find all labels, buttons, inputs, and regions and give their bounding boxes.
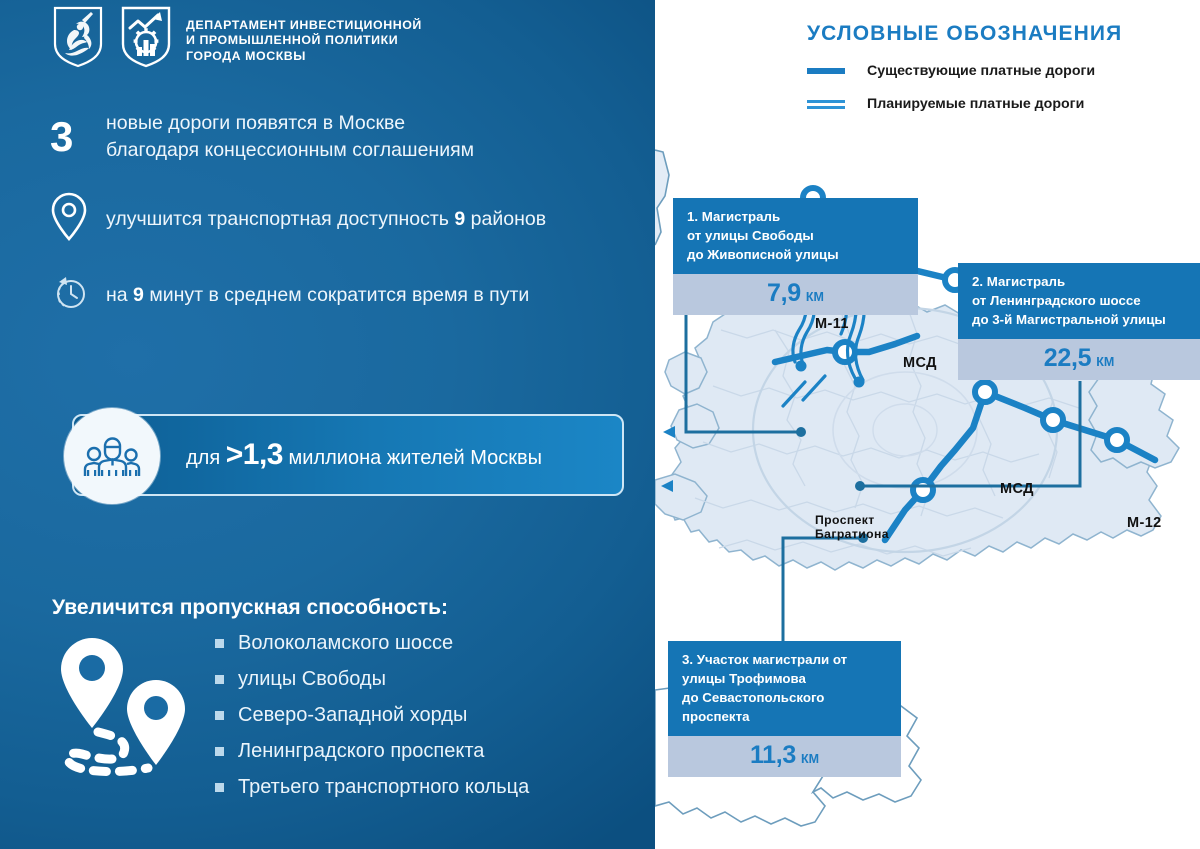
label-m12: М-12 bbox=[1127, 515, 1162, 531]
capacity-item-1: улицы Свободы bbox=[238, 668, 386, 690]
capacity-title: Увеличится пропускная способность: bbox=[52, 596, 449, 619]
stat-time-text bbox=[106, 282, 529, 309]
moscow-coat-of-arms-icon bbox=[52, 6, 104, 68]
capacity-item-2: Северо-Западной хорды bbox=[238, 704, 468, 726]
dept-title-line-3: ГОРОДА МОСКВЫ bbox=[186, 48, 306, 63]
list-item bbox=[215, 704, 529, 727]
capacity-list bbox=[215, 632, 529, 812]
label-m11: М-11 bbox=[815, 316, 849, 332]
route-pins-icon bbox=[52, 632, 212, 792]
stat-districts-prefix: улучшится транспортная доступность bbox=[106, 208, 455, 230]
callout-3-line-4: проспекта bbox=[682, 709, 750, 724]
list-item bbox=[215, 776, 529, 799]
label-msd-east: МСД bbox=[1000, 481, 1034, 497]
bullet-icon bbox=[215, 675, 224, 684]
residents-prefix: для bbox=[186, 447, 221, 469]
stat-new-roads bbox=[50, 110, 620, 164]
callout-1-value: 7,9 bbox=[767, 279, 801, 307]
dept-title-line-2: И ПРОМЫШЛЕННОЙ ПОЛИТИКИ bbox=[186, 33, 399, 48]
department-emblem-icon bbox=[120, 6, 172, 68]
callout-2-line-1: 2. Магистраль bbox=[972, 274, 1066, 289]
stat-districts-value: 9 bbox=[454, 208, 466, 230]
label-prospekt-bagrationa bbox=[815, 513, 889, 541]
callout-1-unit: КМ bbox=[805, 290, 824, 304]
callout-2-line-2: от Ленинградского шоссе bbox=[972, 293, 1141, 308]
callout-2-value: 22,5 bbox=[1043, 344, 1092, 372]
callout-3-unit: КМ bbox=[801, 752, 820, 766]
callout-1-line-1: 1. Магистраль bbox=[687, 209, 781, 224]
stat-districts-icon-wrap bbox=[50, 192, 106, 247]
list-item bbox=[215, 668, 529, 691]
stat-time-prefix: на bbox=[106, 284, 134, 306]
callout-2-line-3: до 3-й Магистральной улицы bbox=[972, 312, 1166, 327]
callout-3-line-1: 3. Участок магистрали от bbox=[682, 652, 848, 667]
bullet-icon bbox=[215, 747, 224, 756]
callout-3-value: 11,3 bbox=[749, 741, 797, 769]
callout-3 bbox=[668, 641, 901, 777]
stat-number-wrap bbox=[50, 113, 106, 160]
callout-1 bbox=[673, 198, 918, 315]
capacity-item-4: Третьего транспортного кольца bbox=[238, 776, 530, 798]
stat-new-roads-text bbox=[106, 110, 474, 164]
residents-highlight-text bbox=[186, 438, 542, 472]
stat-time-icon-wrap bbox=[50, 273, 106, 318]
bullet-icon bbox=[215, 783, 224, 792]
legend-title: УСЛОВНЫЕ ОБОЗНАЧЕНИЯ bbox=[807, 22, 1123, 45]
residents-value: >1,3 bbox=[225, 438, 283, 471]
stat-districts bbox=[50, 192, 620, 247]
capacity-item-0: Волоколамского шоссе bbox=[238, 632, 454, 654]
stat-number-3: 3 bbox=[50, 113, 74, 160]
label-msd-north: МСД bbox=[903, 355, 937, 371]
label-bagrationa-line-2: Багратиона bbox=[815, 527, 889, 541]
callout-3-line-2: улицы Трофимова bbox=[682, 671, 806, 686]
right-panel bbox=[655, 0, 1200, 849]
dept-title-line-1: ДЕПАРТАМЕНТ ИНВЕСТИЦИОННОЙ bbox=[186, 18, 422, 32]
list-item bbox=[215, 740, 529, 763]
callout-1-head bbox=[673, 198, 918, 274]
people-group-icon bbox=[64, 408, 160, 504]
department-title bbox=[186, 18, 422, 64]
callout-1-line-2: от улицы Свободы bbox=[687, 228, 814, 243]
callout-3-value-row bbox=[668, 736, 901, 777]
bullet-icon bbox=[215, 711, 224, 720]
stats-list bbox=[50, 110, 620, 323]
list-item bbox=[215, 632, 529, 655]
stat-time-suffix: минут в среднем сократится время в пути bbox=[143, 284, 530, 306]
callout-2-unit: КМ bbox=[1096, 355, 1115, 369]
stat-new-roads-line-2: благодаря концессионным соглашениям bbox=[106, 139, 475, 161]
legend-label-existing: Существующие платные дороги bbox=[867, 63, 1096, 79]
legend-label-planned: Планируемые платные дороги bbox=[867, 96, 1085, 112]
callout-2-head bbox=[958, 263, 1200, 339]
callout-1-line-3: до Живописной улицы bbox=[687, 247, 839, 262]
stat-districts-text bbox=[106, 206, 546, 233]
residents-highlight-bar bbox=[72, 414, 624, 496]
stat-new-roads-line-1: новые дороги появятся в Москве bbox=[106, 112, 406, 134]
callout-1-value-row bbox=[673, 274, 918, 315]
stat-time-saved bbox=[50, 273, 620, 318]
callout-3-head bbox=[668, 641, 901, 736]
residents-suffix: миллиона жителей Москвы bbox=[288, 447, 543, 469]
header bbox=[52, 6, 422, 68]
callout-2-value-row bbox=[958, 339, 1200, 380]
stat-districts-suffix: районов bbox=[465, 208, 547, 230]
label-bagrationa-line-1: Проспект bbox=[815, 513, 875, 527]
map-pin-icon bbox=[50, 192, 88, 247]
stat-time-value: 9 bbox=[133, 284, 144, 306]
bullet-icon bbox=[215, 639, 224, 648]
callout-2 bbox=[958, 263, 1200, 380]
callout-3-line-3: до Севастопольского bbox=[682, 690, 825, 705]
clock-rewind-icon bbox=[50, 273, 90, 318]
capacity-item-3: Ленинградского проспекта bbox=[238, 740, 485, 762]
